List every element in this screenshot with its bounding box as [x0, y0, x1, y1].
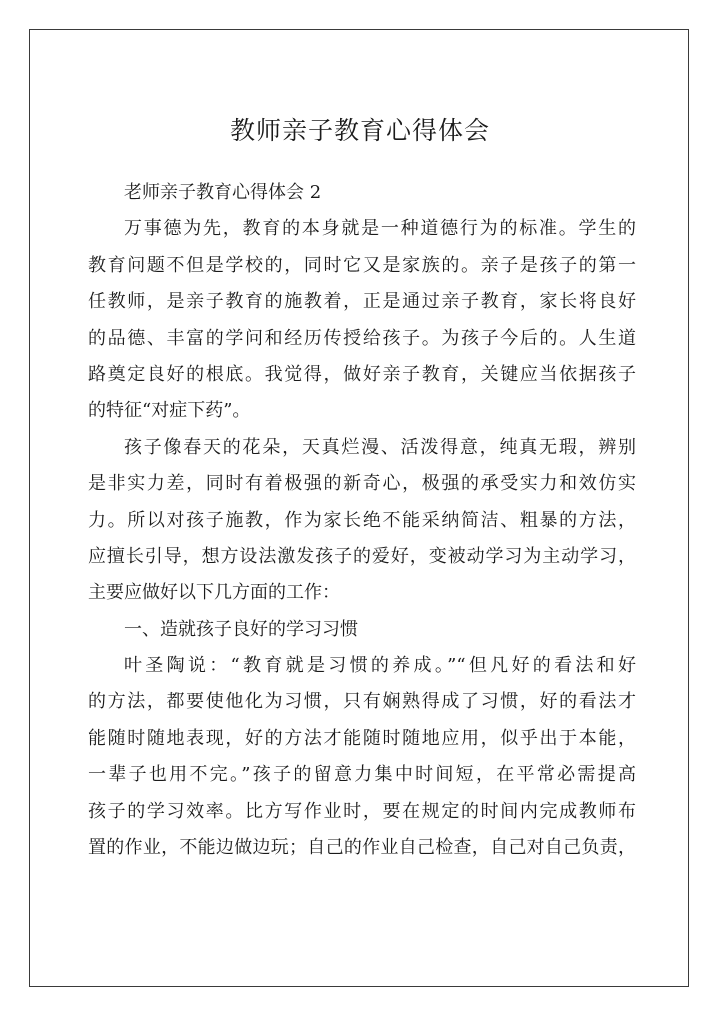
body-line: 老师亲子教育心得体会 2	[124, 182, 322, 203]
body-line: 的品德、丰富的学问和经历传授给孩子。为孩子今后的。人生道	[88, 327, 636, 349]
body-line: 能随时随地表现，好的方法才能随时随地应用，似乎出于本能，	[88, 727, 636, 749]
body-line: 置的作业，不能边做边玩；自己的作业自己检查，自己对自己负责，	[88, 837, 636, 859]
body-line: 叶圣陶说：“教育就是习惯的养成。”“但凡好的看法和好	[124, 655, 636, 677]
body-line: 万事德为先，教育的本身就是一种道德行为的标准。学生的	[124, 218, 636, 240]
body-line: 孩子像春天的花朵，天真烂漫、活泼得意，纯真无瑕，辨别	[124, 436, 636, 458]
body-line: 一辈子也用不完。”孩子的留意力集中时间短，在平常必需提高	[88, 764, 636, 786]
body-line: 是非实力差，同时有着极强的新奇心，极强的承受实力和效仿实	[88, 473, 636, 495]
body-line: 的方法，都要使他化为习惯，只有娴熟得成了习惯，好的看法才	[88, 691, 636, 713]
body-line: 力。所以对孩子施教，作为家长绝不能采纳简洁、粗暴的方法，	[88, 509, 636, 531]
document-title: 教师亲子教育心得体会	[229, 116, 490, 145]
body-line: 教育问题不但是学校的，同时它又是家族的。亲子是孩子的第一	[88, 254, 636, 276]
body-line: 应擅长引导，想方设法激发孩子的爱好，变被动学习为主动学习，	[88, 545, 636, 567]
body-line: 路奠定良好的根底。我觉得，做好亲子教育，关键应当依据孩子	[88, 363, 636, 385]
section-heading: 一、造就孩子良好的学习习惯	[124, 618, 358, 640]
body-line: 任教师，是亲子教育的施教着，正是通过亲子教育，家长将良好	[88, 291, 636, 313]
body-line: 的特征“对症下药”。	[88, 400, 251, 422]
document-body	[88, 175, 636, 866]
body-line: 孩子的学习效率。比方写作业时，要在规定的时间内完成教师布	[88, 800, 636, 822]
body-line: 主要应做好以下几方面的工作：	[88, 582, 340, 604]
